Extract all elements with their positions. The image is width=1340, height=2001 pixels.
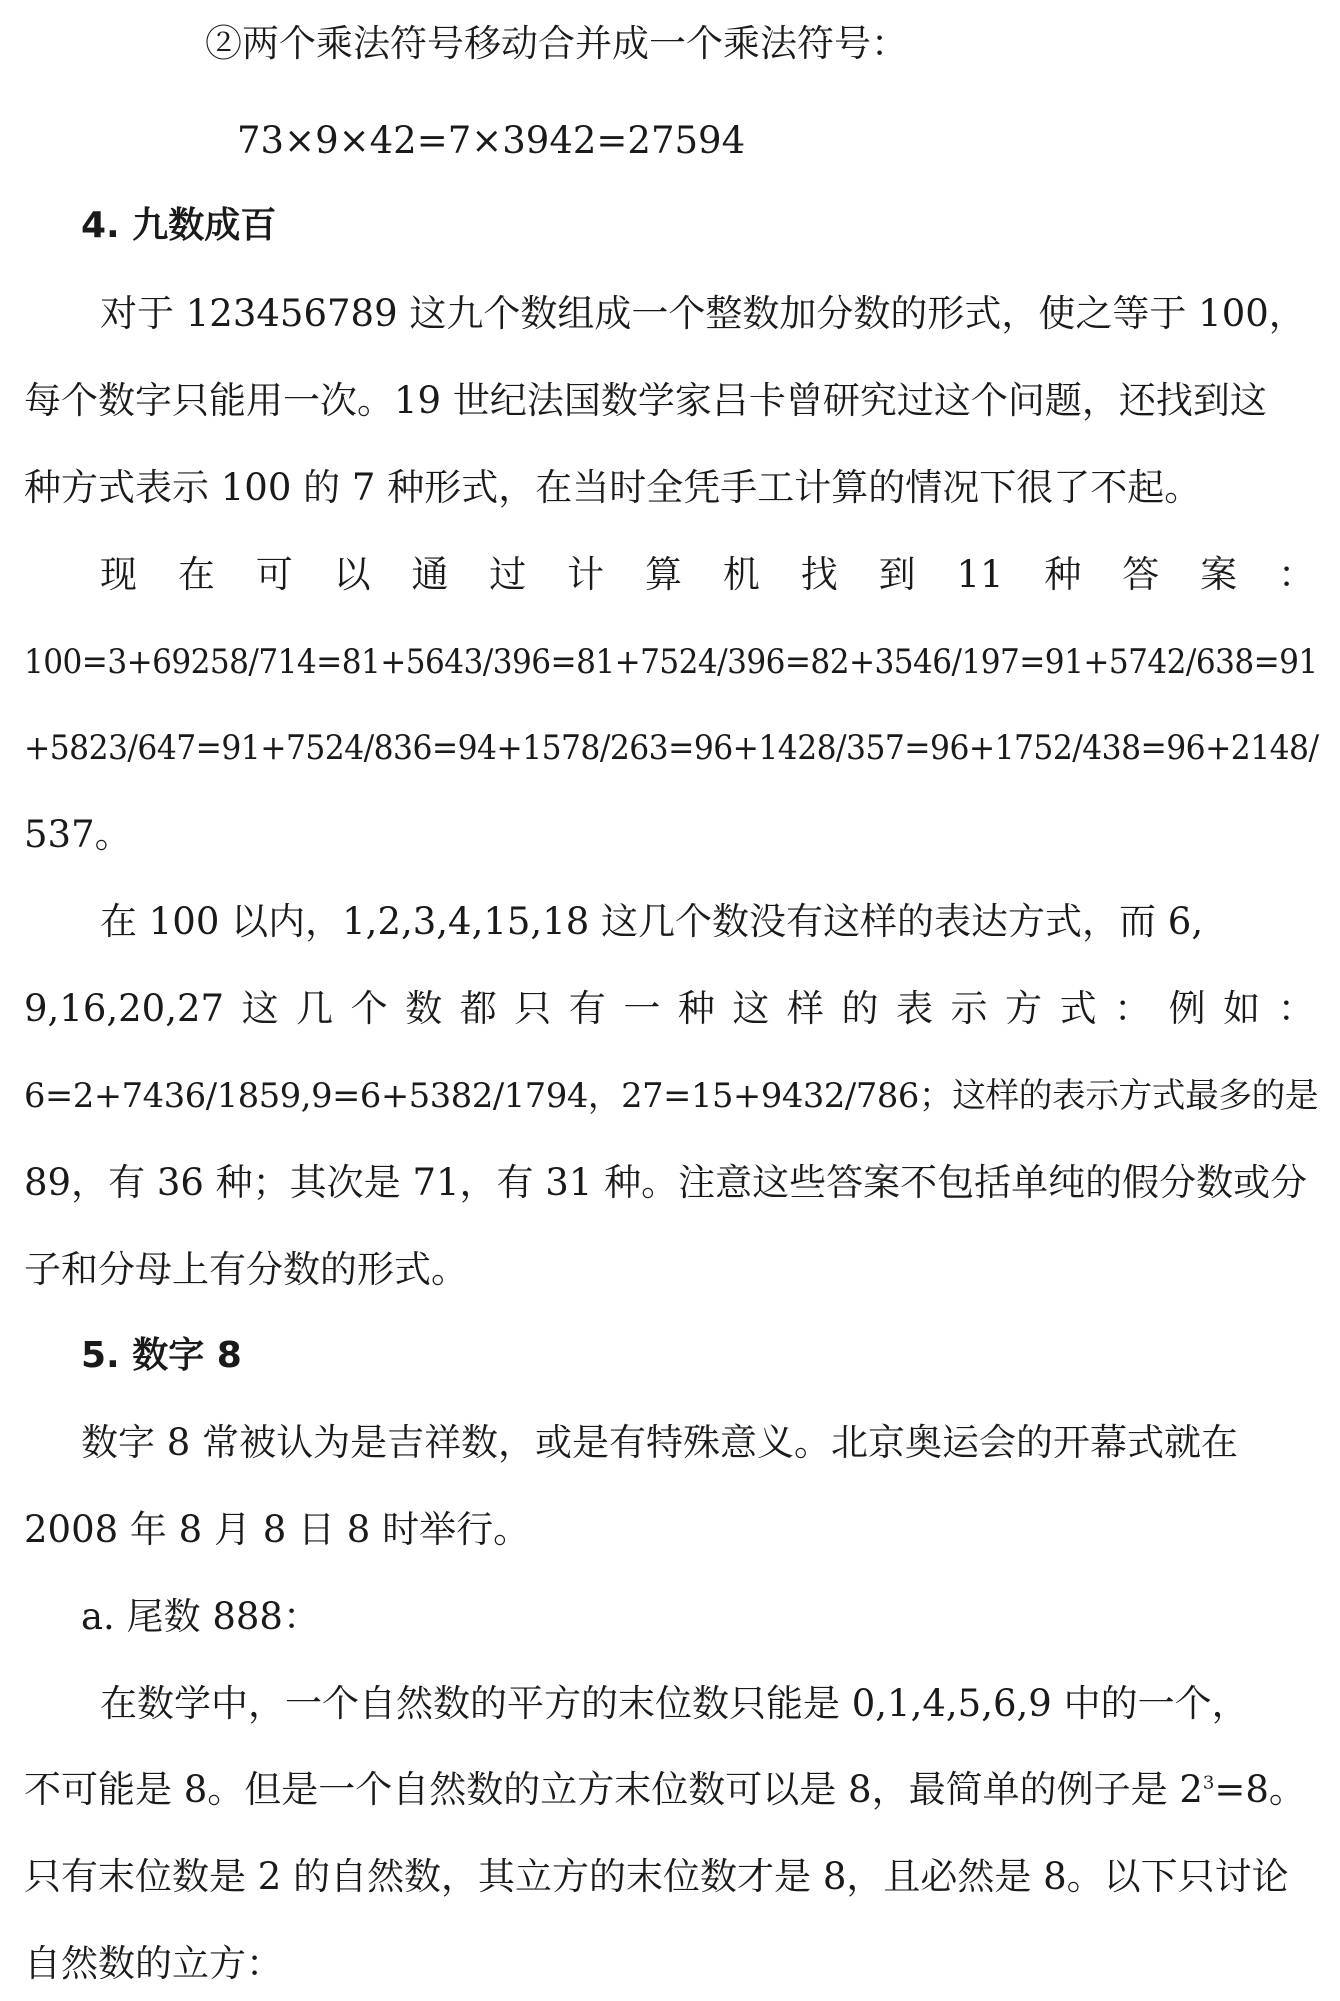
paragraph-line: 只有末位数是 2 的自然数，其立方的末位数才是 8，且必然是 8。以下只讨论 <box>24 1855 1289 1898</box>
paragraph-line: 在数学中，一个自然数的平方的末位数只能是 0,1,4,5,6,9 中的一个， <box>100 1682 1249 1725</box>
word: ： <box>1277 553 1315 596</box>
text-before-exponent: 不可能是 8。但是一个自然数的立方末位数可以是 8，最简单的例子是 2 <box>24 1768 1203 1811</box>
word: 式 <box>1059 987 1097 1030</box>
word: 例 <box>1168 987 1206 1030</box>
paragraph-line-justified <box>24 985 1315 1033</box>
equation: 73×9×42=7×3942=27594 <box>237 119 746 162</box>
word: 种 <box>677 987 715 1030</box>
word: 计 <box>567 553 605 596</box>
sub-item-2: ②两个乘法符号移动合并成一个乘法符号： <box>205 22 908 65</box>
paragraph-line: 2008 年 8 月 8 日 8 时举行。 <box>24 1508 531 1551</box>
word: 表 <box>895 987 933 1030</box>
paragraph-line: 对于 123456789 这九个数组成一个整数加分数的形式，使之等于 100， <box>100 292 1306 335</box>
word: ： <box>1277 987 1315 1030</box>
word: 几 <box>296 987 334 1030</box>
word: 算 <box>645 553 683 596</box>
word: 都 <box>459 987 497 1030</box>
word: 11 <box>956 553 1004 596</box>
paragraph-line: 每个数字只能用一次。19 世纪法国数学家吕卡曾研究过这个问题，还找到这 <box>24 379 1267 422</box>
paragraph-line: 子和分母上有分数的形式。 <box>24 1248 468 1291</box>
word: 方 <box>1005 987 1043 1030</box>
exponent: 3 <box>1202 1772 1215 1794</box>
word: 示 <box>950 987 988 1030</box>
paragraph-line: 数字 8 常被认为是吉祥数，或是有特殊意义。北京奥运会的开幕式就在 <box>81 1421 1239 1464</box>
word: 这 <box>732 987 770 1030</box>
word: 可 <box>255 553 293 596</box>
paragraph-line-justified <box>100 551 1315 599</box>
paragraph-line: 6=2+7436/1859,9=6+5382/1794，27=15+9432/786；这样的表示方式最多的是 <box>24 1076 1319 1116</box>
word: 数 <box>405 987 443 1030</box>
equation-line: 100=3+69258/714=81+5643/396=81+7524/396=82+3546/197=91+5742/638=91 <box>24 642 1318 682</box>
word: 答 <box>1122 553 1160 596</box>
word: 种 <box>1044 553 1082 596</box>
word: 通 <box>411 553 449 596</box>
word: 过 <box>489 553 527 596</box>
word: 只 <box>514 987 552 1030</box>
word: 到 <box>878 553 916 596</box>
paragraph-line: 自然数的立方： <box>24 1942 283 1985</box>
equation-line: 537。 <box>24 813 132 856</box>
equation-line: +5823/647=91+7524/836=94+1578/263=96+1428/357=96+1752/438=96+2148/ <box>24 728 1319 768</box>
paragraph-line: 种方式表示 100 的 7 种形式，在当时全凭手工计算的情况下很了不起。 <box>24 466 1202 509</box>
word: 一 <box>623 987 661 1030</box>
word: 的 <box>841 987 879 1030</box>
section-heading: 5. 数字 8 <box>81 1335 242 1376</box>
word: 以 <box>333 553 371 596</box>
word: 机 <box>722 553 760 596</box>
word: 如 <box>1223 987 1261 1030</box>
word: 这 <box>241 987 279 1030</box>
word: 9,16,20,27 <box>24 987 225 1030</box>
word: 在 <box>177 553 215 596</box>
word: 找 <box>800 553 838 596</box>
paragraph-line: 89，有 36 种；其次是 71，有 31 种。注意这些答案不包括单纯的假分数或分 <box>24 1161 1308 1204</box>
text-after-exponent: =8。 <box>1214 1768 1306 1811</box>
word: 现 <box>100 553 137 596</box>
sub-heading: a. 尾数 888： <box>81 1595 320 1638</box>
word: 样 <box>786 987 824 1030</box>
paragraph-line <box>24 1766 1306 1814</box>
word: 个 <box>350 987 388 1030</box>
section-heading: 4. 九数成百 <box>81 205 277 246</box>
word: 有 <box>568 987 606 1030</box>
word: ： <box>1114 987 1152 1030</box>
word: 案 <box>1200 553 1238 596</box>
paragraph-line: 在 100 以内，1,2,3,4,15,18 这几个数没有这样的表达方式，而 6, <box>100 900 1204 943</box>
